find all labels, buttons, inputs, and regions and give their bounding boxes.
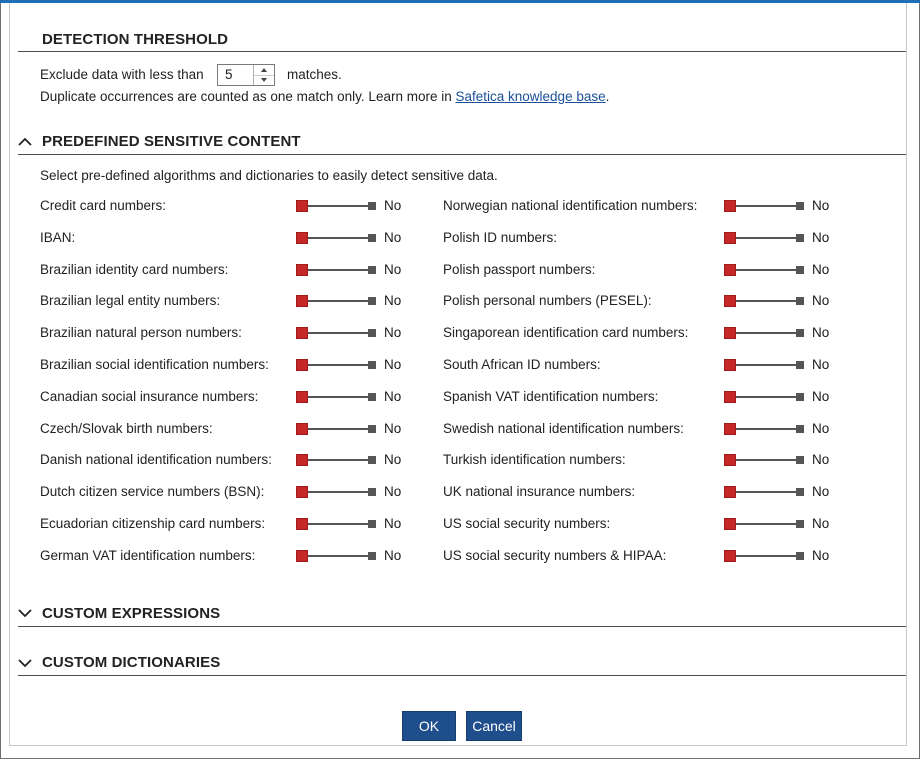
detector-label: German VAT identification numbers: bbox=[40, 547, 256, 563]
detection-threshold-title: DETECTION THRESHOLD bbox=[42, 31, 229, 48]
detector-label: Danish national identification numbers: bbox=[40, 452, 272, 468]
slider-thumb[interactable] bbox=[724, 423, 736, 435]
slider-track bbox=[730, 332, 800, 334]
detector-row bbox=[443, 450, 842, 470]
arrow-up-icon bbox=[261, 68, 267, 72]
detector-value: No bbox=[384, 293, 402, 309]
slider-thumb[interactable] bbox=[296, 518, 308, 530]
detector-toggle-slider[interactable] bbox=[724, 390, 804, 404]
detector-value: No bbox=[812, 388, 830, 404]
detector-label: Swedish national identification numbers: bbox=[443, 420, 684, 436]
slider-thumb[interactable] bbox=[724, 232, 736, 244]
slider-thumb[interactable] bbox=[296, 454, 308, 466]
slider-track bbox=[730, 396, 800, 398]
detector-label: Singaporean identification card numbers: bbox=[443, 325, 689, 341]
slider-end-marker bbox=[796, 234, 804, 242]
section-divider bbox=[18, 51, 906, 52]
detector-row bbox=[40, 450, 414, 470]
slider-end-marker bbox=[796, 488, 804, 496]
slider-thumb[interactable] bbox=[296, 264, 308, 276]
detector-label: Polish ID numbers: bbox=[443, 229, 558, 245]
detector-toggle-slider[interactable] bbox=[724, 358, 804, 372]
detector-toggle-slider[interactable] bbox=[724, 326, 804, 340]
detector-toggle-slider[interactable] bbox=[724, 453, 804, 467]
detector-toggle-slider[interactable] bbox=[724, 294, 804, 308]
arrow-down-icon bbox=[261, 78, 267, 82]
slider-thumb[interactable] bbox=[296, 200, 308, 212]
chevron-up-icon[interactable] bbox=[18, 135, 32, 149]
slider-end-marker bbox=[368, 456, 376, 464]
detector-value: No bbox=[812, 516, 830, 531]
detector-value: No bbox=[812, 420, 830, 436]
slider-thumb[interactable] bbox=[296, 391, 308, 403]
detector-label: Brazilian legal entity numbers: bbox=[40, 293, 221, 309]
slider-track bbox=[302, 396, 372, 398]
slider-thumb[interactable] bbox=[724, 454, 736, 466]
slider-end-marker bbox=[796, 202, 804, 210]
detector-value: No bbox=[384, 261, 402, 277]
detector-toggle-slider[interactable] bbox=[296, 326, 376, 340]
detector-row bbox=[40, 387, 414, 407]
detector-row bbox=[443, 323, 842, 343]
detector-row bbox=[40, 291, 414, 311]
detector-toggle-slider[interactable] bbox=[296, 231, 376, 245]
slider-end-marker bbox=[368, 425, 376, 433]
knowledge-base-link[interactable]: Safetica knowledge base bbox=[455, 89, 606, 104]
threshold-stepper[interactable] bbox=[217, 64, 275, 86]
slider-end-marker bbox=[368, 488, 376, 496]
detector-row bbox=[40, 228, 414, 248]
slider-track bbox=[302, 459, 372, 461]
detector-row bbox=[443, 546, 842, 566]
exclude-suffix-label: matches. bbox=[287, 67, 342, 82]
slider-track bbox=[730, 237, 800, 239]
slider-end-marker bbox=[368, 234, 376, 242]
slider-end-marker bbox=[796, 329, 804, 337]
detector-value: No bbox=[384, 229, 402, 245]
slider-thumb[interactable] bbox=[724, 486, 736, 498]
chevron-down-icon[interactable] bbox=[18, 606, 32, 620]
detector-toggle-slider[interactable] bbox=[296, 199, 376, 213]
detector-toggle-slider[interactable] bbox=[296, 453, 376, 467]
detector-value: No bbox=[812, 198, 830, 213]
detector-toggle-slider[interactable] bbox=[724, 485, 804, 499]
slider-end-marker bbox=[796, 425, 804, 433]
detector-label: Ecuadorian citizenship card numbers: bbox=[40, 516, 266, 531]
predefined-content-title[interactable]: PREDEFINED SENSITIVE CONTENT bbox=[42, 133, 301, 150]
slider-end-marker bbox=[368, 552, 376, 560]
slider-thumb[interactable] bbox=[724, 518, 736, 530]
exclude-prefix-label: Exclude data with less than bbox=[40, 67, 204, 82]
slider-thumb[interactable] bbox=[296, 486, 308, 498]
slider-track bbox=[302, 269, 372, 271]
detector-toggle-slider[interactable] bbox=[296, 358, 376, 372]
slider-track bbox=[730, 491, 800, 493]
dialog-bottom-border bbox=[9, 745, 907, 746]
slider-end-marker bbox=[368, 393, 376, 401]
slider-end-marker bbox=[796, 266, 804, 274]
threshold-value[interactable]: 5 bbox=[225, 67, 233, 82]
detector-label: US social security numbers: bbox=[443, 516, 611, 531]
detector-toggle-slider[interactable] bbox=[724, 549, 804, 563]
slider-track bbox=[730, 364, 800, 366]
detector-row bbox=[40, 196, 414, 216]
slider-end-marker bbox=[796, 393, 804, 401]
slider-track bbox=[730, 555, 800, 557]
slider-thumb[interactable] bbox=[724, 327, 736, 339]
slider-thumb[interactable] bbox=[724, 391, 736, 403]
detector-label: UK national insurance numbers: bbox=[443, 484, 636, 500]
detector-row bbox=[40, 355, 414, 375]
stepper-down-button[interactable] bbox=[254, 75, 274, 85]
slider-track bbox=[302, 491, 372, 493]
slider-end-marker bbox=[796, 361, 804, 369]
detector-label: Credit card numbers: bbox=[40, 198, 167, 213]
detector-toggle-slider[interactable] bbox=[296, 263, 376, 277]
detector-label: Brazilian natural person numbers: bbox=[40, 325, 242, 341]
slider-end-marker bbox=[368, 266, 376, 274]
slider-track bbox=[730, 269, 800, 271]
slider-end-marker bbox=[796, 520, 804, 528]
detector-row bbox=[40, 514, 414, 534]
detector-toggle-slider[interactable] bbox=[296, 549, 376, 563]
detector-toggle-slider[interactable] bbox=[724, 199, 804, 213]
section-divider bbox=[18, 675, 906, 676]
slider-thumb[interactable] bbox=[724, 295, 736, 307]
detector-toggle-slider[interactable] bbox=[724, 231, 804, 245]
section-divider bbox=[18, 626, 906, 627]
detector-row bbox=[40, 323, 414, 343]
detector-row bbox=[443, 291, 842, 311]
detector-value: No bbox=[812, 452, 830, 468]
detector-label: Turkish identification numbers: bbox=[443, 452, 626, 468]
detector-value: No bbox=[384, 325, 402, 341]
detector-label: Dutch citizen service numbers (BSN): bbox=[40, 484, 265, 500]
detector-label: Polish personal numbers (PESEL): bbox=[443, 293, 652, 309]
detector-value: No bbox=[384, 357, 402, 372]
detector-label: South African ID numbers: bbox=[443, 357, 601, 372]
detector-value: No bbox=[384, 198, 402, 213]
detector-row bbox=[443, 514, 842, 534]
slider-track bbox=[730, 205, 800, 207]
duplicate-note-text: Duplicate occurrences are counted as one match only. Learn more in bbox=[40, 89, 452, 104]
slider-end-marker bbox=[368, 361, 376, 369]
slider-thumb[interactable] bbox=[296, 232, 308, 244]
detector-value: No bbox=[384, 547, 402, 563]
slider-thumb[interactable] bbox=[724, 359, 736, 371]
detector-value: No bbox=[812, 261, 830, 277]
detector-value: No bbox=[812, 547, 830, 563]
slider-end-marker bbox=[368, 297, 376, 305]
slider-track bbox=[302, 364, 372, 366]
detector-value: No bbox=[812, 357, 830, 372]
detector-value: No bbox=[812, 293, 830, 309]
detector-label: Norwegian national identification numbers: bbox=[443, 198, 698, 213]
slider-end-marker bbox=[368, 520, 376, 528]
slider-end-marker bbox=[368, 329, 376, 337]
detector-row bbox=[40, 419, 414, 439]
detector-row bbox=[40, 260, 414, 280]
slider-thumb[interactable] bbox=[724, 264, 736, 276]
detector-label: Polish passport numbers: bbox=[443, 261, 596, 277]
detector-label: US social security numbers & HIPAA: bbox=[443, 547, 667, 563]
detector-row bbox=[443, 196, 842, 216]
dialog-right-border bbox=[906, 3, 907, 746]
slider-end-marker bbox=[796, 456, 804, 464]
detector-row bbox=[443, 228, 842, 248]
chevron-down-icon[interactable] bbox=[18, 656, 32, 670]
detector-label: Canadian social insurance numbers: bbox=[40, 388, 259, 404]
detector-label: Spanish VAT identification numbers: bbox=[443, 388, 659, 404]
detector-value: No bbox=[384, 388, 402, 404]
slider-track bbox=[302, 300, 372, 302]
section-divider bbox=[18, 154, 906, 155]
detector-value: No bbox=[384, 484, 402, 500]
detector-toggle-slider[interactable] bbox=[724, 422, 804, 436]
detector-toggle-slider[interactable] bbox=[296, 390, 376, 404]
slider-thumb[interactable] bbox=[296, 327, 308, 339]
ok-button[interactable]: OK bbox=[402, 711, 456, 741]
slider-track bbox=[730, 428, 800, 430]
detector-value: No bbox=[384, 452, 402, 468]
detector-label: IBAN: bbox=[40, 229, 76, 245]
detector-row bbox=[443, 387, 842, 407]
detector-value: No bbox=[812, 229, 830, 245]
slider-thumb[interactable] bbox=[296, 550, 308, 562]
detector-row bbox=[443, 482, 842, 502]
slider-track bbox=[302, 428, 372, 430]
detector-toggle-slider[interactable] bbox=[296, 422, 376, 436]
slider-thumb[interactable] bbox=[296, 295, 308, 307]
slider-track bbox=[302, 237, 372, 239]
dialog-left-border bbox=[9, 3, 10, 746]
slider-thumb[interactable] bbox=[724, 550, 736, 562]
slider-track bbox=[302, 555, 372, 557]
cancel-button[interactable]: Cancel bbox=[466, 711, 522, 741]
window-top-border bbox=[0, 0, 920, 3]
detector-toggle-slider[interactable] bbox=[296, 485, 376, 499]
detector-toggle-slider[interactable] bbox=[724, 263, 804, 277]
slider-end-marker bbox=[796, 552, 804, 560]
slider-end-marker bbox=[796, 297, 804, 305]
detector-toggle-slider[interactable] bbox=[724, 517, 804, 531]
slider-track bbox=[302, 205, 372, 207]
slider-thumb[interactable] bbox=[296, 359, 308, 371]
detector-label: Czech/Slovak birth numbers: bbox=[40, 420, 213, 436]
detector-toggle-slider[interactable] bbox=[296, 294, 376, 308]
detector-value: No bbox=[384, 516, 402, 531]
slider-track bbox=[302, 332, 372, 334]
detector-row bbox=[443, 355, 842, 375]
predefined-description: Select pre-defined algorithms and dictionaries to easily detect sensitive data. bbox=[40, 168, 498, 183]
slider-thumb[interactable] bbox=[296, 423, 308, 435]
slider-track bbox=[302, 523, 372, 525]
detector-toggle-slider[interactable] bbox=[296, 517, 376, 531]
detector-row bbox=[40, 482, 414, 502]
duplicate-note-period: . bbox=[605, 89, 610, 104]
slider-track bbox=[730, 523, 800, 525]
custom-expressions-title[interactable]: CUSTOM EXPRESSIONS bbox=[42, 605, 221, 622]
detector-label: Brazilian social identification numbers: bbox=[40, 357, 269, 372]
slider-track bbox=[730, 459, 800, 461]
detector-row bbox=[443, 260, 842, 280]
slider-thumb[interactable] bbox=[724, 200, 736, 212]
detector-row bbox=[443, 419, 842, 439]
detector-label: Brazilian identity card numbers: bbox=[40, 261, 229, 277]
slider-end-marker bbox=[368, 202, 376, 210]
detector-value: No bbox=[812, 484, 830, 500]
duplicate-note bbox=[40, 89, 609, 104]
slider-track bbox=[730, 300, 800, 302]
custom-dictionaries-title[interactable]: CUSTOM DICTIONARIES bbox=[42, 654, 221, 671]
detector-value: No bbox=[384, 420, 402, 436]
detector-row bbox=[40, 546, 414, 566]
detector-value: No bbox=[812, 325, 830, 341]
